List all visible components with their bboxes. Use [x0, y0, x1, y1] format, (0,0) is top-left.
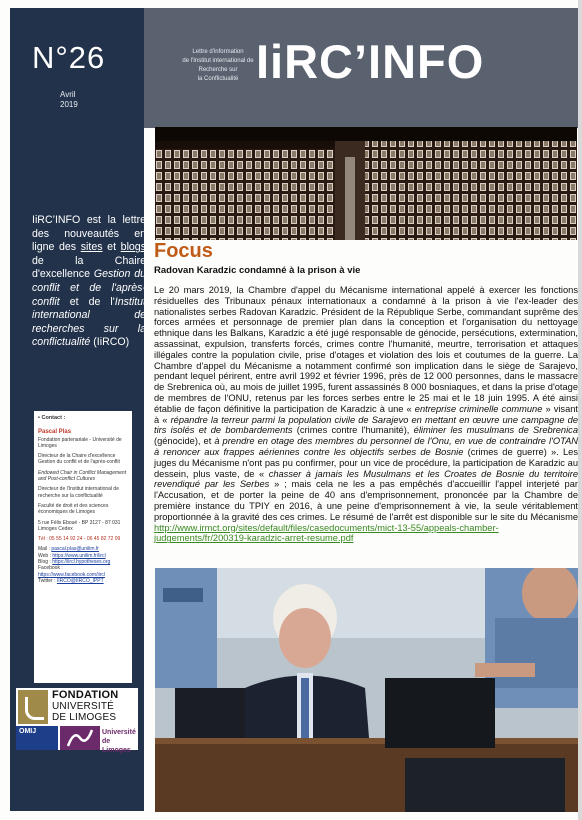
- mail-link[interactable]: pascal.plas@unilim.fr: [51, 546, 99, 553]
- contact-name: Pascal Plas: [38, 429, 72, 436]
- blogs-link[interactable]: blogs: [120, 241, 146, 254]
- facebook-link[interactable]: https://www.facebook.com/iircl: [38, 571, 105, 578]
- intro-text: IiRC’INFO est la lettre des nouveautés en ligne des sites et blogs de la Chaire d'excellence Gestion du conflit et de l'après-conflit et de l'Institut international de recherches sur la conflictualité (IiRCO): [32, 214, 146, 349]
- twitter-link[interactable]: IIRCO@IIRCO_IPPT: [56, 577, 104, 584]
- masthead-banner: [144, 8, 579, 128]
- memorial-photo-image: [155, 127, 577, 240]
- university-swirl-icon: [60, 726, 100, 750]
- contact-box: • Contact : Pascal Plas Fondation partenariale - Université de Limoges Directeur de la Chaire d'excellence Gestion du conflit et de l'après-conflit Endowed Chair in Conflict Management and Post-conflict Cultures Directeur de l'Institut international de recherche sur la conflictualité Faculté de droit et des sciences économiques de Limoges 5 rue Félix Eboué - BP 3127 - 87 031 Limoges Cedex Tél : 05 55 14 92 24 - 06 45 82 72 09 Mail : pascal.plas@unilim.fr Web : https://www.unilim.fr/iircl Blog : https://iircl.hypotheses.org Facebook : https://www.facebook.com/iircl Twitter : IIRCO@IIRCO_IPPT: [34, 411, 132, 683]
- omij-university-logos: OMIJ Université de Limoges: [16, 726, 138, 750]
- fondation-mark-icon: [18, 690, 48, 724]
- sites-link[interactable]: sites: [80, 241, 103, 254]
- omij-logo: OMIJ: [16, 726, 58, 750]
- issue-number: N°26: [32, 40, 106, 75]
- memorial-photo: [155, 127, 577, 240]
- courtroom-photo-image: [155, 568, 578, 812]
- judgement-summary-link[interactable]: http://www.irmct.org/sites/default/files/casedocuments/mict-13-55/appeals-chamber-judgements/fr/200319-karadzic-arret-resume.pdf: [154, 522, 499, 544]
- issue-date: Avril 2019: [60, 90, 78, 109]
- courtroom-photo: [155, 568, 578, 812]
- masthead-title: IiRC’INFO: [256, 35, 485, 88]
- contact-phone: Tél : 05 55 14 92 24 - 06 45 82 72 09: [38, 536, 121, 543]
- masthead-subtitle: Lettre d'information de l'Institut international de Recherche sur la Conflictualité: [182, 49, 254, 82]
- article-body: Le 20 mars 2019, la Chambre d'appel du Mécanisme international appelé à exercer les fonctions résiduelles des Tribunaux pénaux internationaux a condamné à la prison à vie l'ex-leader des nationalistes serbes Radovan Karadzic. Président de la République Serbe, commandant suprême des forces armées et personnage de premier plan dans la conception et l'organisation du nettoyage ethnique dans les Balkans, Karadzic a été jugé responsable de génocide, persécutions, extermination, assassinat, expulsion, transferts forcés, crimes contre l'humanité, meurtre, terrorisation et attaques illégales contre la population civile, prise d'otages et violation des lois et coutumes de la guerre. La Chambre d'appel du Mécanisme a notamment confirmé son implication dans le siège de Sarajevo, pendant lequel périrent, entre avril 1992 et février 1996, près de 12 000 personnes, dans le massacre de Srebrenica où, au mois de juillet 1995, furent assassinés 8 000 bosniaques, et dans la prise d'otage de membres de l'ONU, retenus par les forces serbes entre le 25 mai et le 18 juin 1995. A été ainsi établie de façon définitive la participation de Karadzic à une « entreprise criminelle commune » visant à « répandre la terreur parmi la population civile de Sarajevo en mettant en œuvre une campagne de tirs isolés et de bombardements (crimes contre l'humanité), éliminer les musulmans de Srebrenica (génocide), et à prendre en otage des membres du personnel de l'Onu, en vue de contraindre l'OTAN à renoncer aux frappes aériennes contre les objectifs serbes de Bosnie (crimes de guerre) ». Les juges du Mécanisme n'ont pas pu confirmer, pour un vice de procédure, la participation de Karadzic au dessein, plus vaste, de « chasser à jamais les Musulmans et les Croates de Bosnie du territoire revendiqué par les Serbes » ; mais cela ne les a pas empêchés d'accueillir l'appel interjeté par l'Accusation, et de porter la peine de 40 ans d'emprisonnement, prononcée par la Chambre de première instance du TPIY en 2016, à une peine d'emprisonnement à vie, la seule véritablement proportionnée à la gravité des ces crimes. Le résumé de l'arrêt est disponible sur le site du Mécanisme http://www.irmct.org/sites/default/files/casedocuments/mict-13-55/appeals-chamber-judgements/fr/200319-karadzic-arret-resume.pdf: [154, 285, 578, 544]
- section-title: Focus: [154, 240, 213, 262]
- contact-header: • Contact :: [38, 415, 128, 421]
- fondation-logo: FONDATION UNIVERSITÉ DE LIMOGES: [16, 688, 138, 726]
- blog-link[interactable]: https://iircl.hypotheses.org: [52, 559, 111, 566]
- university-mark-icon: [60, 726, 100, 750]
- article-headline: Radovan Karadzic condamné à la prison à vie: [154, 265, 361, 276]
- web-link[interactable]: https://www.unilim.fr/iircl: [52, 552, 106, 559]
- page-edge: [578, 0, 582, 820]
